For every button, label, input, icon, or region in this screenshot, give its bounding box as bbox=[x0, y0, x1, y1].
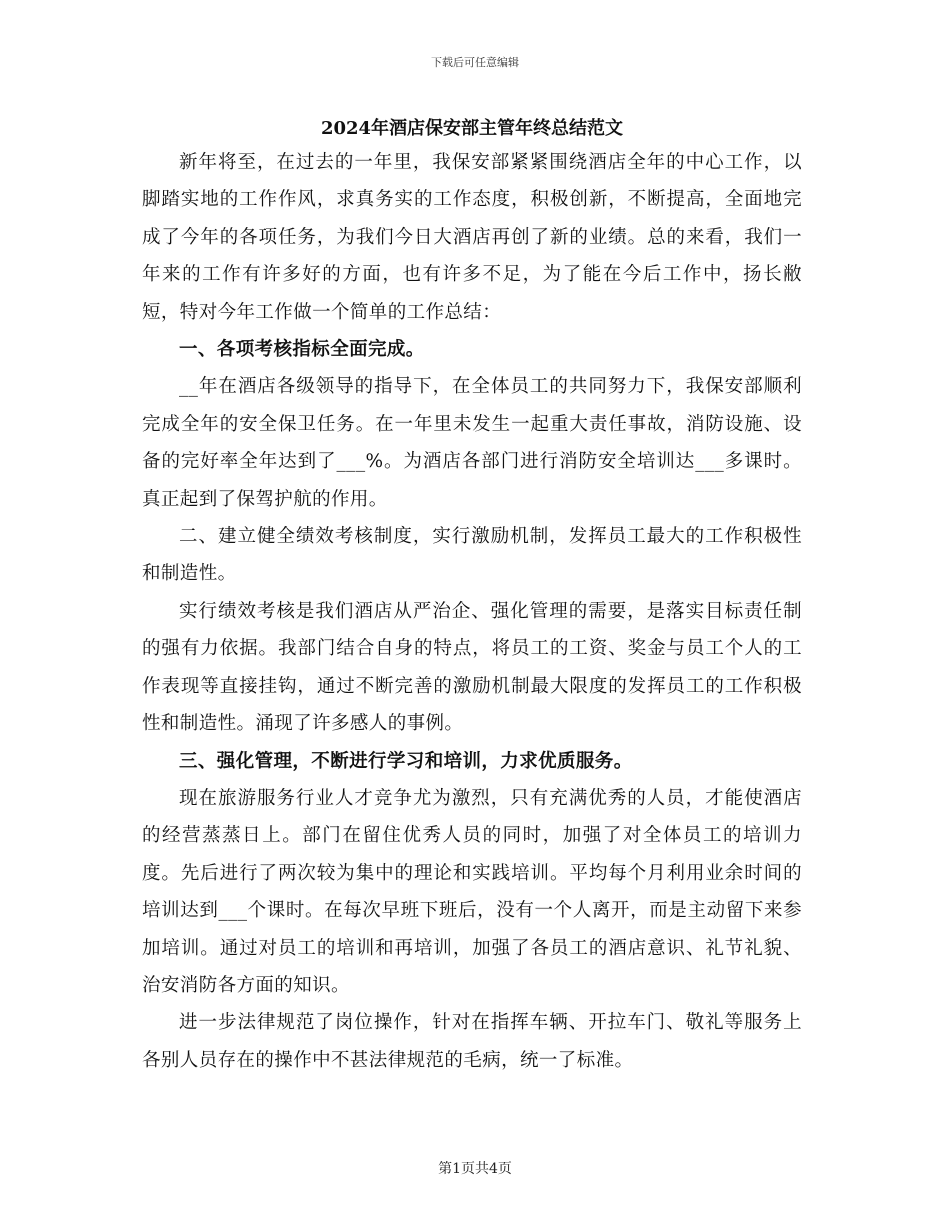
paragraph-section-1: __年在酒店各级领导的指导下，在全体员工的共同努力下，我保安部顺利完成全年的安全保卫任务。在一年里未发生一起重大责任事故，消防设施、设备的完好率全年达到了___%。为酒店各部门进行消防安全培训达___多课时。真正起到了保驾护航的作用。 bbox=[142, 376, 802, 510]
document-title: 2024年酒店保安部主管年终总结范文 bbox=[320, 118, 624, 139]
section-heading-1: 一、各项考核指标全面完成。 bbox=[179, 339, 425, 361]
paragraph-section-2: 实行绩效考核是我们酒店从严治企、强化管理的需要，是落实目标责任制的强有力依据。我部门结合自身的特点，将员工的工资、奖金与员工个人的工作表现等直接挂钩，通过不断完善的激励机制最大限度的发挥员工的工作积极性和制造性。涌现了许多感人的事例。 bbox=[142, 600, 802, 735]
page-header-note: 下载后可任意编辑 bbox=[431, 56, 519, 69]
paragraph-intro: 新年将至，在过去的一年里，我保安部紧紧围绕酒店全年的中心工作，以脚踏实地的工作作风，求真务实的工作态度，积极创新，不断提高，全面地完成了今年的各项任务，为我们今日大酒店再创了新的业绩。总的来看，我们一年来的工作有许多好的方面，也有许多不足，为了能在今后工作中，扬长敝短，特对今年工作做一个简单的工作总结： bbox=[142, 152, 802, 323]
paragraph-section-3b: 进一步法律规范了岗位操作，针对在指挥车辆、开拉车门、敬礼等服务上各别人员存在的操作中不甚法律规范的毛病，统一了标准。 bbox=[142, 1012, 802, 1071]
page-number: 第1页共4页 bbox=[438, 1161, 512, 1177]
section-heading-2: 二、建立健全绩效考核制度，实行激励机制，发挥员工最大的工作积极性和制造性。 bbox=[142, 526, 802, 585]
document-body bbox=[142, 114, 802, 1079]
paragraph-section-3a: 现在旅游服务行业人才竞争尤为激烈，只有充满优秀的人员，才能使酒店的经营蒸蒸日上。部门在留住优秀人员的同时，加强了对全体员工的培训力度。先后进行了两次较为集中的理论和实践培训。平均每个月利用业余时间的培训达到___个课时。在每次早班下班后，没有一个人离开，而是主动留下来参加培训。通过对员工的培训和再培训，加强了各员工的酒店意识、礼节礼貌、治安消防各方面的知识。 bbox=[142, 787, 802, 996]
section-heading-3: 三、强化管理，不断进行学习和培训，力求优质服务。 bbox=[179, 750, 633, 772]
